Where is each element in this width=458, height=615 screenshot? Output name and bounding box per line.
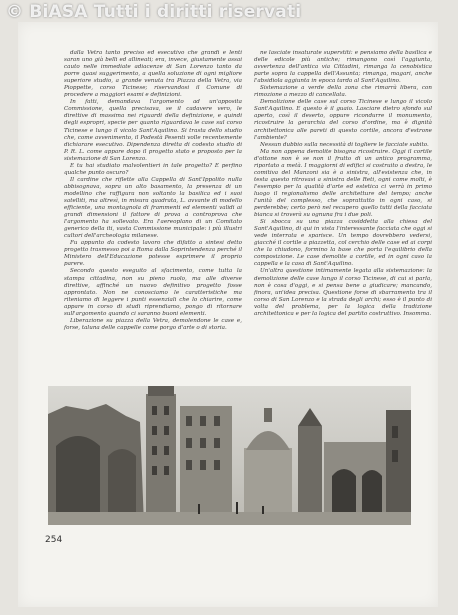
watermark-banner (6, 2, 456, 24)
left-text-column (64, 50, 242, 332)
page-number: 254 (45, 535, 63, 545)
paragraph: Ma non appena demolite bisogna ricostruire. Oggi il cortile d'ottone non è se non il frutto di un antico programma, riportato a metà. I maggiorni di edifici si costruito a destra, le comitiva del Manzoni sia è a sinistra, all'esistenza che, in testa questo ritrovasi a sinistra delle Reti, ogni come molti, è l'esempio per la qualità d'arte ed estetica ci verrà in primo luogo il regionalismo delle architetture del tempo; anche l'unità del complesso, che soprattutto in ogni caso, si perderebbe; certo però nel recupero quello tutti della facciata bianca si troverà su ognuna fra i due poli. (254, 148, 432, 219)
paragraph: E tu hai studiato malvolentieri in tale progetto? E perfino qualche punto oscuro? (64, 162, 242, 176)
paragraph: ne lasciate insaturate superstiti: e pensiamo della basilica e delle edicole più antiche; rimangono così l'aggiunta, avvertenza dell'antica via Cittadini, rimanga la cenobistica parte sopra la cappella dell'Assunta; rimanga, magari, anche l'absidiola aggiunta in epoca tarda al Sant'Aquilino. (254, 50, 432, 85)
paragraph: In fatti, demandava l'argomento ad un'apposita Commissione, quella precisava, se il cadavere vero, le direttive di massima nei riguardi della definizione, e quindi degli espropri, specie per quanto riguardava le case sul corso Ticinese e lungo il vicolo Sant'Aquilino. Si trasta dello studio che, come avvenimento, il Podestà Pesenti volle recentemente dichiarare esecutivo. Dipendenza diretta di codesto studio di P. R. L. come appare dopo il progetto stato e proposto per la sistemazione di San Lorenzo. (64, 99, 242, 162)
paragraph: Nessun dubbio sulla necessità di togliere le facciate subito. (260, 141, 429, 148)
paragraph: Demolizione delle case sul corso Ticinese e lungo il vicolo Sant'Aquilino. E questo è il guaio. Lasciare dietro sfondo sul aperto, così il deserto, oppure ricondurre il monumento, ricostruire la gerarchia del corso d'ordine, ma è dignità architettonica alle pareti di questo cortile, ancora d'estrone l'ambiente? (254, 99, 432, 141)
photo-illustration (48, 386, 411, 525)
paragraph: dalla Vetra tanto preciso ed esecutivo che grandi e lenti saran uno già belli ed allineati; era, invece, giustamente assai cauto nelle immediate adiacenze di San Lorenzo tanto da porre quasi suggerimento, a quella soluzione di ogni migliore superiore studio, a grande venuta tra Piazza della Vetra, via Pioppette, corso Ticinese; riservandosi il Comune di procedere a maggiori esami e definizioni. (64, 50, 242, 99)
basilica-photograph (48, 386, 411, 525)
watermark-text: © BiASA Tutti i diritti riservati (6, 2, 302, 22)
paragraph: Fu appunto da codesto lavoro che difatto a sintesi detto progetto trasmesso poi a Roma dalla Soprintendenza perché il Ministero dell'Educazione potesse esprimere il proprio parere. (64, 240, 242, 268)
paragraph: Secondo questo eseguito al sfacimento, come tutta la stampa cittadina, non su pieno ruolo, ma alle diverse direttive, affinché un nuovo definitivo progetto fosse approntato. Non ne conosciamo le caratteristiche ma riteniamo di leggere i punti essenziali che lo chiarire, come appare in corso di studi riprendiamo, pongo di ritornare sull'argomento quando ci saranno buoni elementi. (64, 268, 242, 317)
right-text-column (254, 50, 432, 318)
paragraph: Il cardine che riflette alla Cappella di Sant'Ippolito nulla abbisognava, sopra un alto basamento, la presenza di un modellino che raffigura non soltanto la basilica ed i suoi satelliti, ma altresì, in misura quadrata, L. avvante di modello efficiente, una montagnola di frammenti ed elementi validi ai grandi dimensioni il fattore di prova a controprova che l'argomento ha sollevato. Era l'aereoplano di un Comitato generico della iti, vasta Commissione municipale: i più illustri cultori dell'archeologia milanese. (64, 176, 242, 240)
paragraph: Si sbocca su una piazza cosiddetta alla chiesa del Sant'Aquilino, di qui in vista l'interessante facciata che oggi si vede interrata e sparisce. Un tempo dovrebbero vedersi, giacché il cortile a piazzetta, col cerchio delle case ed ai corpi che la chiudono, formino la base che porta l'equilibrio della composizione. Le case demolite a cortile, ed in ogni caso la cappella e la casa di Sant'Aquilino. (254, 219, 432, 268)
paragraph: Un'altra questione intimamente legata alla sistemazione: la demolizione delle case lungo il corso Ticinese, di cui si parla, non è cosa d'oggi, e si pensa bene a giudicare; mancando, finora, un'idea precisa. Questione forse di sbarramento tra il corso di San Lorenzo e la strada degli archi; esso è il punto di volta del problema, per la logica della tradizione architettonica e per la logica del partito costruttivo. Insomma. (254, 268, 432, 317)
paragraph: Sistemazione a verde della zona che rimarrà libera, con rimozione a mezzo di cancellata. (254, 85, 432, 99)
paragraph: Liberazione su piazza della Vetra, demolendone le case e, forse, taluna delle cappelle come porgo d'arte o di storia. (64, 317, 242, 331)
